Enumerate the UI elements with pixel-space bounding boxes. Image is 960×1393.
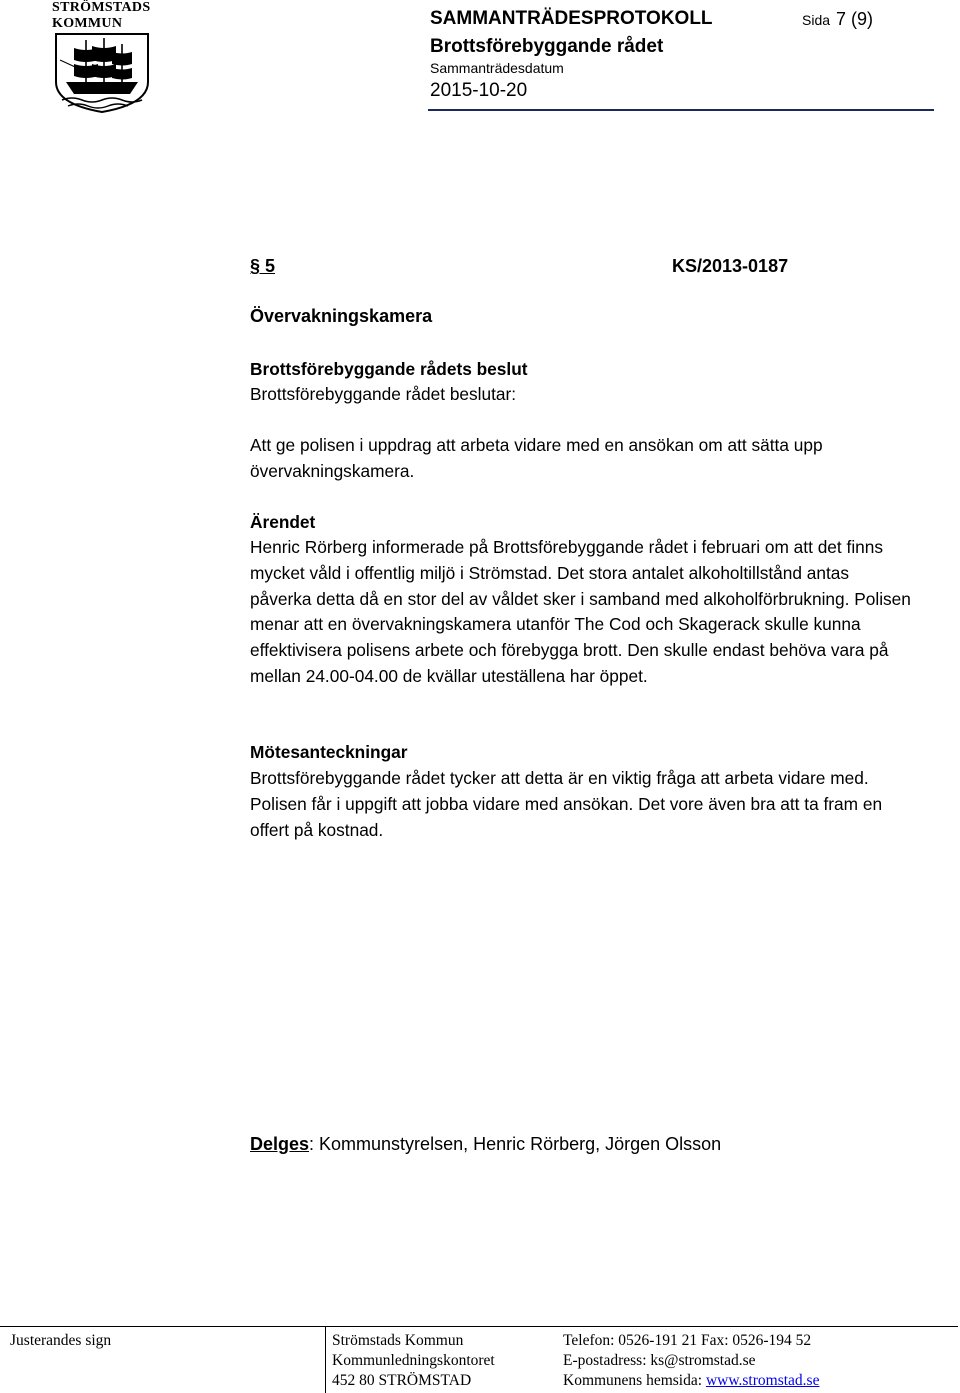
distribution-label: Delges (250, 1134, 310, 1154)
footer-divider (0, 1326, 958, 1327)
footer-website-label: Kommunens hemsida: (563, 1372, 706, 1389)
meeting-date-label: Sammanträdesdatum (430, 60, 564, 76)
logo-text (52, 0, 150, 32)
footer-org-name: Strömstads Kommun (332, 1332, 464, 1349)
footer-contact (563, 1331, 819, 1391)
footer-postal-address: 452 80 STRÖMSTAD (332, 1372, 472, 1389)
footer-phone: Telefon: 0526-191 21 Fax: 0526-194 52 (563, 1332, 812, 1349)
notes-heading: Mötesanteckningar (250, 742, 408, 762)
footer-email: E-postadress: ks@stromstad.se (563, 1352, 756, 1369)
logo-line-1: STRÖMSTADS (52, 0, 151, 15)
case-reference: KS/2013-0187 (672, 256, 789, 276)
committee-name: Brottsförebyggande rådet (430, 36, 664, 57)
signature-box-divider (325, 1326, 326, 1393)
notes-text: Brottsförebyggande rådet tycker att detta är en viktig fråga att arbeta vidare med. Polisen får i uppgift att jobba vidare med ansökan. Det vore även bra att ta fram en offert på kostnad. (250, 768, 883, 840)
page-label: Sida (802, 12, 831, 28)
decision-heading: Brottsförebyggande rådets beslut (250, 359, 528, 379)
decision-intro: Brottsförebyggande rådet beslutar: (250, 384, 517, 404)
section-title: Övervakningskamera (250, 306, 433, 326)
signature-label: Justerandes sign (10, 1332, 112, 1349)
matter-text: Henric Rörberg informerade på Brottsförebyggande rådet i februari om att det finns mycket våld i offentlig miljö i Strömstad. Det stora antalet alkoholtillstånd antas påverka detta då en stor del av våldet sker i samband med alkoholförbrukning. Polisen menar att en övervakningskamera utanför The Cod och Skagerack skulle kunna effektivisera polisens arbete och förebygga brott. Den skulle endast behöva vara på mellan 24.00-04.00 de kvällar uteställena har öppet. (250, 537, 911, 686)
decision-text: Att ge polisen i uppdrag att arbeta vidare med en ansökan om att sätta upp övervakningskamera. (250, 435, 823, 481)
section-number: § 5 (250, 256, 276, 276)
logo-line-2: KOMMUN (52, 16, 123, 31)
page-number (802, 9, 873, 30)
matter-heading: Ärendet (250, 512, 316, 532)
meeting-date: 2015-10-20 (430, 80, 528, 101)
footer-website (563, 1371, 819, 1391)
website-link[interactable]: www.stromstad.se (705, 1372, 820, 1389)
document-title: SAMMANTRÄDESPROTOKOLL (430, 8, 713, 29)
footer-department: Kommunledningskontoret (332, 1352, 495, 1369)
header-divider (428, 109, 934, 111)
page-value: 7 (9) (836, 9, 874, 29)
ship-crest-icon (52, 30, 152, 114)
distribution (250, 1134, 721, 1155)
footer-address (332, 1331, 495, 1391)
distribution-text: : Kommunstyrelsen, Henric Rörberg, Jörgen Olsson (309, 1134, 722, 1154)
